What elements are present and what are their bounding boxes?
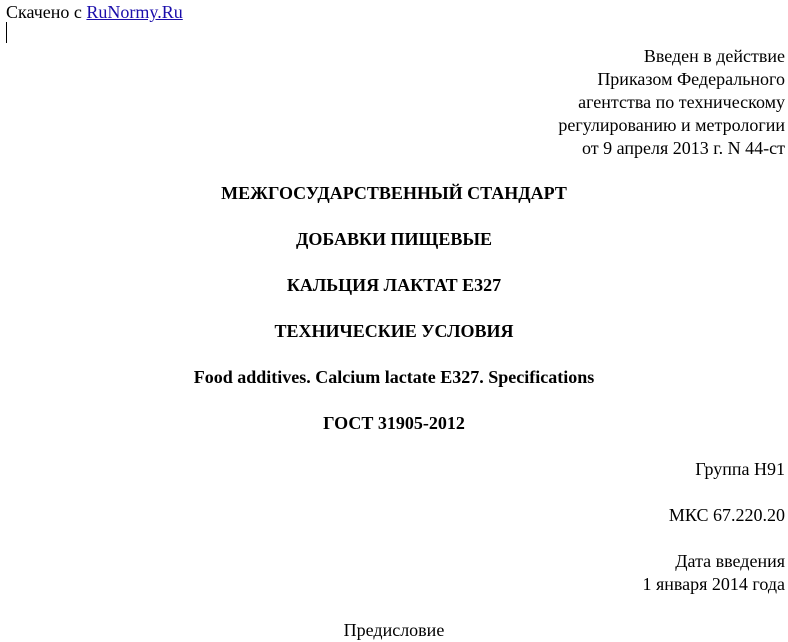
runormy-link[interactable]: RuNormy.Ru [86,2,183,22]
enactment-block [558,45,785,160]
gost-code: ГОСТ 31905-2012 [323,413,465,433]
enactment-line: агентства по техническому [578,92,785,112]
introduction-date [642,550,785,596]
enactment-line: от 9 апреля 2013 г. N 44-ст [582,138,785,158]
english-title: Food additives. Calcium lactate E327. Specifications [193,367,595,387]
source-prefix: Скачено с [6,2,82,22]
text-cursor [6,22,7,43]
foreword-title: Предисловие [343,620,445,640]
category-heading: ДОБАВКИ ПИЩЕВЫЕ [295,229,493,249]
mks-line: МКС 67.220.20 [668,505,785,525]
date-label: Дата введения [675,551,785,571]
enactment-line: Введен в действие [643,46,785,66]
standard-heading: МЕЖГОСУДАРСТВЕННЫЙ СТАНДАРТ [221,183,567,203]
enactment-line: Приказом Федерального [597,69,785,89]
group-line: Группа Н91 [695,459,785,479]
source-line [6,1,183,24]
enactment-line: регулированию и метрологии [558,115,785,135]
date-value: 1 января 2014 года [642,574,785,594]
product-heading: КАЛЬЦИЯ ЛАКТАТ Е327 [286,275,502,295]
conditions-heading: ТЕХНИЧЕСКИЕ УСЛОВИЯ [274,321,514,341]
